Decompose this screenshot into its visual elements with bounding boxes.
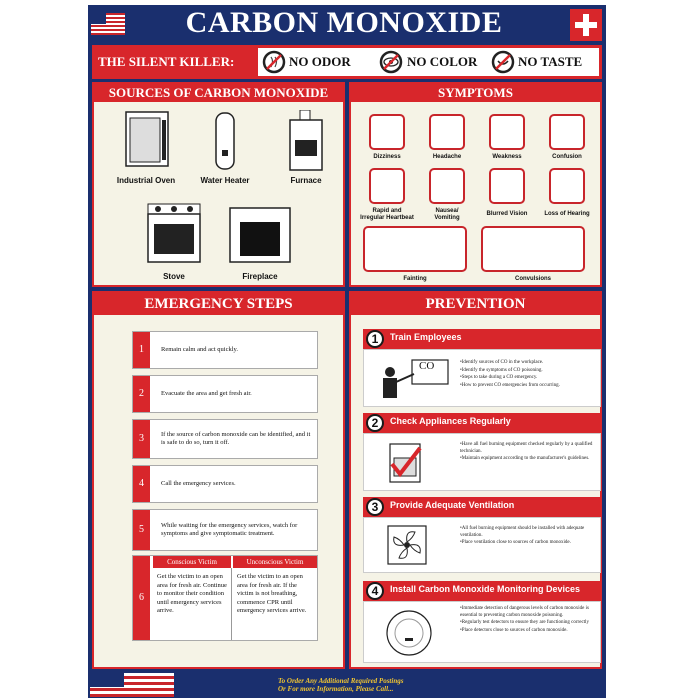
emergency-step [132, 509, 318, 551]
step-number: 1 [133, 332, 150, 368]
no-odor-icon [262, 50, 286, 74]
section-number: 3 [366, 498, 384, 516]
symptoms-panel [349, 82, 602, 287]
checked-stove-icon [386, 440, 426, 486]
bullet-list [460, 526, 596, 548]
footer [88, 671, 606, 698]
symptom-label: Loss of Hearing [544, 211, 590, 217]
water-heater-icon [214, 110, 236, 172]
page-title: CARBON MONOXIDE [185, 6, 503, 39]
headache-icon [429, 114, 465, 150]
conscious-victim-heading: Conscious Victim [153, 556, 231, 568]
section-number: 1 [366, 330, 384, 348]
section-title: Train Employees [390, 332, 462, 342]
bullet: • Immediate detection of dangerous levels of carbon monoxide is essential to preventing carbon monoxide poisoning. [460, 606, 596, 619]
symptom-label: Nausea/ [435, 208, 459, 214]
silent-killer-box [258, 48, 599, 76]
bullet: • Place ventilation close to sources of carbon monoxide. [460, 540, 596, 547]
symptom-label: Weakness [492, 154, 522, 160]
waving-flag-icon [90, 673, 174, 697]
symptom-label: Blurred Vision [486, 211, 528, 217]
no-taste-label: NO TASTE [518, 54, 583, 69]
source-label: Fireplace [242, 272, 278, 281]
source-stove [134, 202, 214, 284]
step-number: 3 [133, 420, 150, 458]
section-title: Provide Adequate Ventilation [390, 500, 515, 510]
no-color-label: NO COLOR [407, 54, 478, 69]
silent-killer-bar [92, 45, 602, 79]
section-number: 4 [366, 582, 384, 600]
blurred-vision-icon [489, 168, 525, 204]
co-detector-icon [384, 608, 434, 658]
source-fireplace [220, 202, 300, 284]
first-aid-cross-icon [570, 9, 602, 41]
emergency-step-victims [132, 555, 318, 641]
title-bar [88, 5, 606, 41]
step-text: Remain calm and act quickly. [161, 346, 239, 353]
prevention-section-body [363, 349, 601, 407]
bullet: • Place detectors close to sources of carbon monoxide. [460, 628, 596, 635]
footer-line: Or For more Information, Please Call... [278, 685, 394, 693]
source-label: Stove [163, 272, 185, 281]
bullet: • Maintain equipment according to the manufacturer's guidelines. [460, 456, 596, 463]
source-label: Furnace [290, 176, 322, 185]
source-furnace [270, 110, 342, 190]
sources-panel [92, 82, 345, 287]
fireplace-icon [228, 206, 292, 264]
symptom-label: Rapid and [372, 208, 402, 214]
bullet: • How to prevent CO emergencies from occurring. [460, 383, 596, 390]
prevention-section-bar [363, 581, 601, 601]
rapid-heartbeat-icon [369, 168, 405, 204]
section-number: 2 [366, 414, 384, 432]
conscious-victim-text: Get the victim to an open area for fresh air. Continue to monitor their condition until emergency services arrive. [157, 573, 227, 614]
symptom-label: Fainting [403, 276, 427, 282]
bullet: • Have all fuel burning equipment checked regularly by a qualified technician. [460, 442, 596, 455]
convulsions-icon [481, 226, 585, 272]
prevention-section-bar [363, 497, 601, 517]
emergency-step [132, 419, 318, 459]
prevention-section-bar [363, 329, 601, 349]
us-flag-icon [91, 13, 125, 35]
unconscious-victim-text: Get the victim to an open area for fresh air. If the victim is not breathing, commence CPR until emergency services arrive. [237, 573, 307, 614]
step-number: 5 [133, 510, 150, 550]
unconscious-victim-heading: Unconscious Victim [233, 556, 317, 568]
source-label: Industrial Oven [116, 176, 176, 185]
stove-icon [144, 202, 204, 264]
step-text: Evacuate the area and get fresh air. [161, 390, 252, 397]
nausea-icon [429, 168, 465, 204]
trainer-board-icon [372, 356, 452, 400]
step-text: Call the emergency services. [161, 480, 236, 487]
symptom-label: Headache [432, 154, 462, 160]
emergency-heading: EMERGENCY STEPS [94, 293, 343, 315]
silent-killer-label: THE SILENT KILLER: [98, 54, 235, 69]
prevention-heading: PREVENTION [351, 293, 600, 315]
vent-fan-icon [386, 524, 428, 566]
emergency-step [132, 331, 318, 369]
bullet-list [460, 442, 596, 464]
dizziness-icon [369, 114, 405, 150]
bullet: • Identify sources of CO in the workplace. [460, 360, 596, 367]
victim-divider [231, 568, 232, 640]
step-number: 6 [133, 556, 150, 640]
bullet: • Steps to take during a CO emergency. [460, 375, 596, 382]
step-text: While waiting for the emergency services, watch for symptoms and give symptomatic treatment. [161, 522, 298, 537]
source-industrial-oven [106, 110, 186, 190]
symptom-label: Dizziness [373, 154, 401, 160]
furnace-icon [286, 110, 326, 172]
bullet: • Identify the symptoms of CO poisoning. [460, 368, 596, 375]
prevention-section-bar [363, 413, 601, 433]
symptom-label: Irregular Heartbeat [360, 215, 414, 221]
footer-line: To Order Any Additional Required Postings [278, 677, 404, 685]
emergency-step [132, 465, 318, 503]
symptom-label: Vomiting [434, 215, 460, 221]
bullet-list [460, 360, 596, 390]
source-water-heater [190, 110, 260, 190]
weakness-icon [489, 114, 525, 150]
confusion-icon [549, 114, 585, 150]
loss-of-hearing-icon [549, 168, 585, 204]
bullet: • All fuel burning equipment should be installed with adequate ventilation. [460, 526, 596, 539]
step-number: 2 [133, 376, 150, 412]
poster [88, 5, 606, 698]
no-color-icon [379, 50, 403, 74]
prevention-section-body [363, 517, 601, 573]
source-label: Water Heater [200, 176, 250, 185]
prevention-panel [349, 291, 602, 669]
symptom-label: Convulsions [514, 276, 551, 282]
no-odor-label: NO ODOR [289, 54, 351, 69]
step-text: If the source of carbon monoxide can be identified, and it is safe to do so, turn it off. [161, 431, 311, 446]
step-number: 4 [133, 466, 150, 502]
sources-heading: SOURCES OF CARBON MONOXIDE [94, 84, 343, 102]
bullet-list [460, 606, 596, 635]
fainting-icon [363, 226, 467, 272]
prevention-section-body [363, 433, 601, 491]
emergency-step [132, 375, 318, 413]
industrial-oven-icon [124, 110, 170, 170]
no-taste-icon [491, 50, 515, 74]
symptom-label: Confusion [552, 154, 582, 160]
co-board-label: CO [419, 360, 435, 372]
footer-text [278, 677, 403, 693]
prevention-section-body [363, 601, 601, 663]
section-title: Check Appliances Regularly [390, 416, 511, 426]
section-title: Install Carbon Monoxide Monitoring Devices [390, 584, 581, 594]
symptoms-heading: SYMPTOMS [351, 84, 600, 102]
emergency-panel [92, 291, 345, 669]
bullet: • Regularly test detectors to ensure they are functioning correctly [460, 620, 596, 627]
